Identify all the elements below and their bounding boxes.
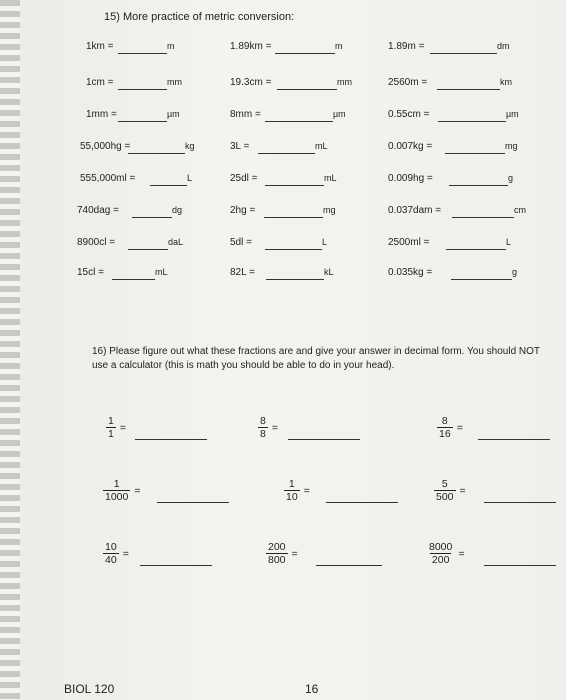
conversion-question: 8mm =	[230, 109, 261, 120]
fraction-expression	[258, 415, 278, 440]
decimal-answer-blank[interactable]	[484, 502, 556, 503]
target-unit: mL	[315, 141, 328, 151]
target-unit: L	[322, 237, 328, 247]
fraction-numerator: 1	[113, 478, 120, 490]
target-unit: m	[335, 41, 343, 51]
decimal-answer-blank[interactable]	[135, 439, 207, 440]
answer-blank[interactable]	[277, 89, 337, 90]
target-unit: µm	[506, 109, 519, 119]
target-unit: mm	[337, 77, 352, 87]
conversion-question: 1mm =	[86, 109, 117, 120]
fraction	[427, 541, 454, 566]
target-unit: L	[506, 237, 512, 247]
conversion-question: 2hg =	[230, 205, 256, 216]
fraction-denominator: 200	[431, 554, 450, 566]
conversion-question: 0.007kg =	[388, 141, 433, 152]
fraction-numerator: 5	[441, 478, 448, 490]
decimal-answer-blank[interactable]	[484, 565, 556, 566]
answer-blank[interactable]	[438, 121, 506, 122]
answer-blank[interactable]	[265, 249, 322, 250]
answer-blank[interactable]	[118, 121, 167, 122]
fraction	[266, 541, 288, 566]
conversion-question: 1.89m =	[388, 41, 425, 52]
answer-blank[interactable]	[118, 53, 167, 54]
fraction-numerator: 8000	[429, 541, 453, 553]
fraction-denominator: 800	[268, 554, 286, 566]
answer-blank[interactable]	[265, 121, 333, 122]
target-unit: mg	[323, 205, 336, 215]
equals-sign: =	[271, 421, 278, 434]
section-15-heading: 15) More practice of metric conversion:	[104, 11, 295, 23]
binder-edge	[0, 0, 21, 700]
decimal-answer-blank[interactable]	[316, 565, 382, 566]
target-unit: m	[167, 41, 175, 51]
target-unit: mg	[505, 141, 518, 151]
fraction	[106, 415, 116, 440]
decimal-answer-blank[interactable]	[140, 565, 212, 566]
conversion-question: 0.55cm =	[388, 109, 430, 120]
fraction-denominator: 1000	[105, 491, 129, 503]
fraction-numerator: 1	[108, 415, 114, 427]
target-unit: km	[500, 77, 512, 87]
fraction	[434, 478, 456, 503]
target-unit: kL	[324, 267, 334, 277]
decimal-answer-blank[interactable]	[288, 439, 360, 440]
equals-sign: =	[119, 421, 126, 434]
conversion-question: 25dl =	[230, 173, 258, 184]
answer-blank[interactable]	[128, 249, 168, 250]
target-unit: dm	[497, 41, 510, 51]
fraction-numerator: 1	[288, 478, 295, 490]
fraction	[103, 541, 119, 566]
target-unit: mL	[155, 267, 168, 277]
answer-blank[interactable]	[446, 249, 506, 250]
target-unit: cm	[514, 205, 526, 215]
decimal-answer-blank[interactable]	[157, 502, 229, 503]
equals-sign: =	[122, 547, 129, 560]
conversion-question: 55,000hg =	[80, 141, 131, 152]
fraction-expression	[434, 478, 466, 503]
answer-blank[interactable]	[275, 53, 335, 54]
target-unit: dg	[172, 205, 183, 215]
equals-sign: =	[303, 484, 310, 497]
answer-blank[interactable]	[128, 153, 185, 154]
target-unit: µm	[333, 109, 346, 119]
answer-blank[interactable]	[132, 217, 172, 218]
conversion-question: 1cm =	[86, 77, 114, 88]
conversion-question: 1.89km =	[230, 41, 272, 52]
conversion-question: 2560m =	[388, 77, 428, 88]
answer-blank[interactable]	[430, 53, 497, 54]
fraction-denominator: 1	[108, 428, 114, 440]
fraction-expression	[103, 541, 129, 566]
equals-sign: =	[134, 484, 141, 497]
fraction-expression	[103, 478, 141, 503]
equals-sign: =	[459, 484, 466, 497]
fraction-denominator: 40	[105, 554, 117, 566]
conversion-question: 3L =	[230, 141, 250, 152]
target-unit: mL	[324, 173, 337, 183]
fraction-denominator: 10	[286, 491, 298, 503]
fraction-expression	[106, 415, 126, 440]
fraction-denominator: 500	[436, 491, 454, 503]
answer-blank[interactable]	[150, 185, 187, 186]
target-unit: kg	[185, 141, 195, 151]
fraction-denominator: 16	[439, 428, 451, 440]
answer-blank[interactable]	[265, 185, 324, 186]
answer-blank[interactable]	[264, 217, 323, 218]
conversion-question: 15cl =	[77, 267, 104, 278]
answer-blank[interactable]	[112, 279, 155, 280]
target-unit: g	[508, 173, 514, 183]
fraction	[258, 415, 268, 440]
conversion-question: 0.009hg =	[388, 173, 433, 184]
equals-sign: =	[456, 421, 463, 434]
fraction-expression	[427, 541, 465, 566]
answer-blank[interactable]	[437, 89, 500, 90]
fraction-numerator: 10	[105, 541, 117, 553]
answer-blank[interactable]	[445, 153, 505, 154]
answer-blank[interactable]	[449, 185, 508, 186]
answer-blank[interactable]	[266, 279, 324, 280]
decimal-answer-blank[interactable]	[478, 439, 550, 440]
conversion-question: 82L =	[230, 267, 255, 278]
target-unit: g	[512, 267, 518, 277]
fraction-numerator: 200	[268, 541, 286, 553]
target-unit: L	[187, 173, 193, 183]
fraction-expression	[437, 415, 463, 440]
target-unit: daL	[168, 237, 184, 247]
fraction-numerator: 8	[260, 415, 266, 427]
fraction	[437, 415, 453, 440]
fraction-expression	[266, 541, 298, 566]
answer-blank[interactable]	[118, 89, 167, 90]
conversion-question: 19.3cm =	[230, 77, 272, 88]
page-number: 16	[305, 682, 319, 696]
conversion-question: 5dl =	[230, 237, 252, 248]
equals-sign: =	[458, 547, 465, 560]
conversion-question: 0.037dam =	[388, 205, 442, 216]
conversion-question: 8900cl =	[77, 237, 116, 248]
conversion-question: 740dag =	[77, 205, 119, 216]
target-unit: µm	[167, 109, 180, 119]
conversion-question: 1km =	[86, 41, 114, 52]
conversion-question: 555,000ml =	[80, 173, 136, 184]
fraction-expression	[284, 478, 310, 503]
answer-blank[interactable]	[451, 279, 512, 280]
fraction-denominator: 8	[260, 428, 266, 440]
fraction	[103, 478, 130, 503]
conversion-question: 0.035kg =	[388, 267, 433, 278]
conversion-question: 2500ml =	[388, 237, 430, 248]
fraction-numerator: 8	[441, 415, 448, 427]
decimal-answer-blank[interactable]	[326, 502, 398, 503]
fraction	[284, 478, 300, 503]
section-16-heading: 16) Please figure out what these fractions are and give your answer in decimal form. You should NOT use a calculator (this is math you should be able to do in your head).	[92, 346, 540, 371]
answer-blank[interactable]	[258, 153, 315, 154]
course-label: BIOL 120	[64, 682, 115, 696]
equals-sign: =	[291, 547, 298, 560]
target-unit: mm	[167, 77, 182, 87]
answer-blank[interactable]	[452, 217, 514, 218]
